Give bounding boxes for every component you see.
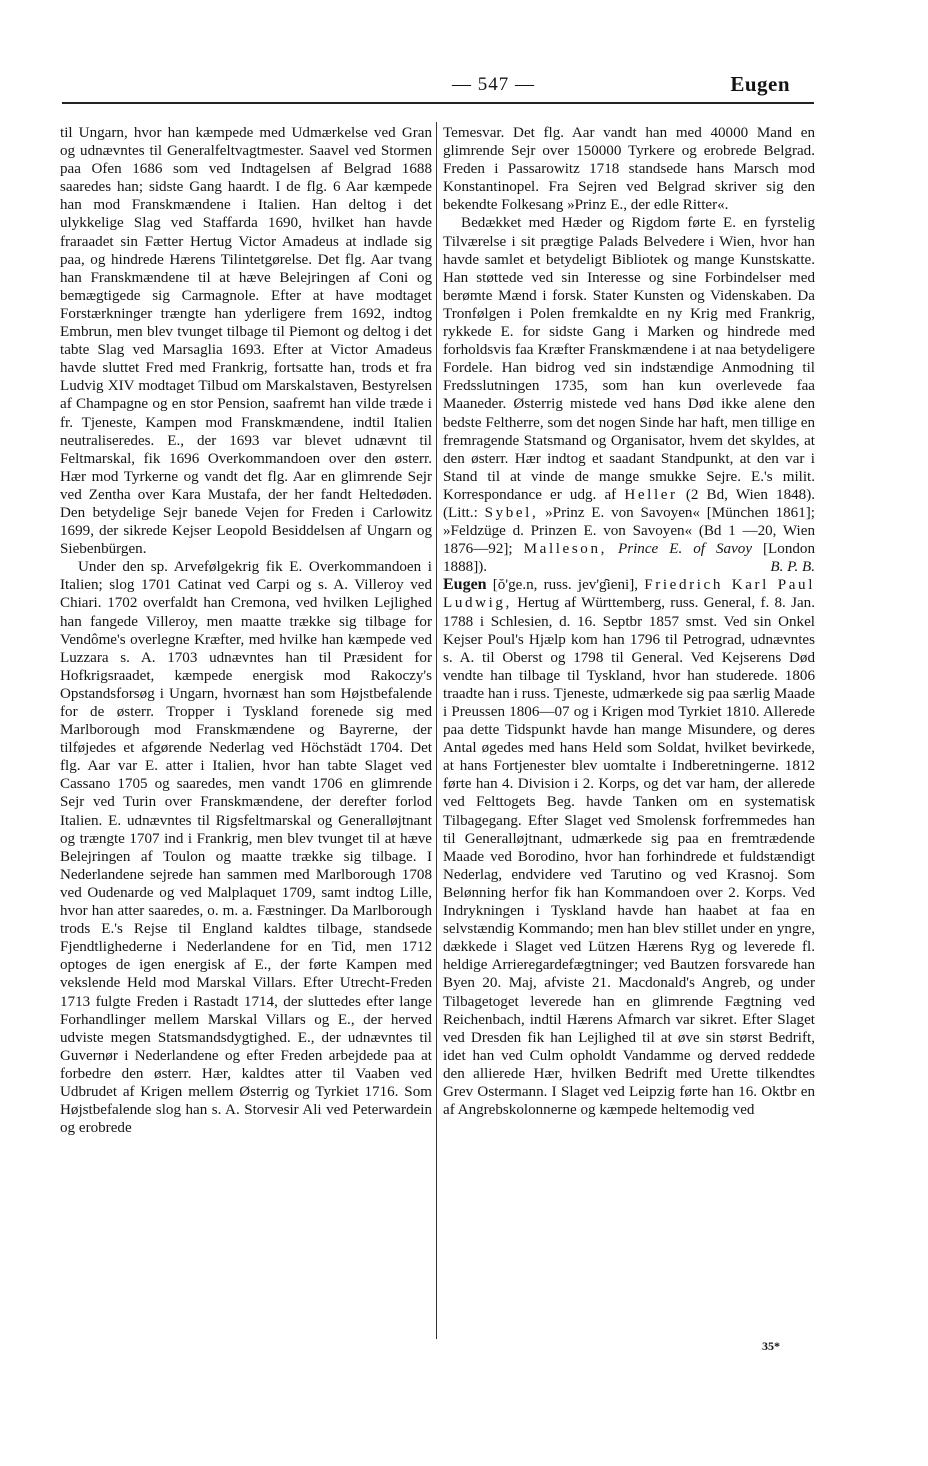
paragraph: Temesvar. Det flg. Aar vandt han med 40000 Mand en glimrende Sejr over 150000 Tyrkere og erobrede Belgrad. Freden i Passarowitz 1718 standsede hans Marsch mod Konstantinopel. Fra Sejren ved Belgrad skriver sig den bekendte Folkesang »Prinz E., der edle Ritter«. (443, 125, 815, 214)
page-number: — 547 — (452, 74, 535, 95)
sheet-signature: 35* (762, 1339, 780, 1353)
book-title: Prince E. of Savoy (618, 541, 753, 558)
header-rule (62, 102, 814, 104)
paragraph-text: »Prinz E. von Savoyen« [München 1861]; »Feldzüge d. Prinzen E. von Savoyen« (Bd 1 —20, Wien 1876—92]; (443, 504, 815, 558)
entry-full-name: Friedrich Karl Paul Ludwig, (443, 577, 815, 612)
paragraph: til Ungarn, hvor han kæmpede med Udmærkelse ved Gran og udnævntes til Generalfeltvagtmester. Saavel ved Stormen paa Ofen 1686 som ved Indtagelsen af Belgrad 1688 saaredes han; sidste Gang haardt. I de flg. 6 Aar kæmpede han mod Franskmændene i Italien. Han deltog i det ulykkelige Slag ved Staffarda 1690, hvilket han havde fraraadet sin Fætter Hertug Victor Amadeus at indlade sig paa, og hindrede Hærens Tilintetgørelse. Det flg. Aar tvang han Franskmændene til at hæve Belejringen af Coni og bemægtigede sig Carmagnole. Efter at have modtaget Forstærkninger trængte han yderligere frem 1692, indtog Embrun, men blev tvunget tilbage til Piemont og deltog i det tabte Slag ved Marsaglia 1693. Efter at Victor Amadeus havde sluttet Fred med Frankrig, fortsatte han, trods et fra Ludvig XIV modtaget Tilbud om Marskalstaven, Bestyrelsen af Champagne og en stor Pension, saafremt han vilde træde i fr. Tjeneste, Kampen mod Franskmændene, indtil Italien neutraliseredes. E., der 1693 var blevet udnævnt til Feltmarskal, fik 1696 Overkommandoen over den østerr. Hær mod Tyrkerne og vandt det flg. Aar en glimrende Sejr ved Zentha over Kara Mustafa, der her fandt Heltedøden. Den betydelige Sejr banede Vejen for Freden i Carlowitz 1699, der sikrede Kejser Leopold Besiddelsen af Ungarn og Siebenbürgen. (60, 125, 432, 558)
author-name: Malleson, (523, 541, 607, 558)
page-header (62, 0, 814, 108)
paragraph-text: Bedækket med Hæder og Rigdom førte E. en fyrstelig Tilværelse i sit prægtige Palads Belvedere i Wien, hvor han havde samlet et betydeligt Bibliotek og mange Kunstskatte. Han støttede ved sin Interesse og sine Forbindelser med berømte Mænd i forsk. Stater Kunsten og Videnskaben. Da Tronfølgen i Polen fremkaldte en ny Krig med Frankrig, rykkede E. for sidste Gang i Marken og hindrede med forholdsvis faa Kræfter Franskmændene i at naa betydeligere Fordele. Han bidrog ved sin indstændige Anmodning til Fredsslutningen 1735, som han kun overlevede faa Maaneder. Østerrig mistede ved hans Død ikke alene den bedste Feltherre, som det nogen Sinde har haft, men tillige en fremragende Statsmand og Organisator, hvem det skyldes, at den østerr. Hær indtog et saadant Standpunkt, at den var i Stand til at vinde de mange smukke Sejre. E.'s milit. Korrespondance er udg. af (443, 215, 815, 503)
entry-headword: Eugen (443, 576, 487, 594)
paragraph-text: [London 1888]). (443, 541, 816, 576)
pronunciation: [ŏ'ge.n, russ. jev'g̑ieni], (492, 577, 639, 594)
paragraph (443, 214, 815, 576)
entry-paragraph (443, 576, 815, 1119)
left-column (60, 124, 432, 1137)
paragraph-text: Hertug af Württemberg, russ. General, f. 8. Jan. 1788 i Schlesien, d. 16. Septbr 1857 smst. Ved sin Onkel Kejser Poul's Hjælp kom han 1796 til Petrograd, udnævntes s. A. til Oberst og 1798 til General. Ved Kejserens Død vendte han tilbage til Tyskland, hvor han studerede. 1806 traadte han i russ. Tjeneste, udmærkede sig paa særlig Maade i Preussen 1806—07 og i Krigen mod Tyrkiet 1810. Allerede paa dette Tidspunkt havde han mange Misundere, og deres Antal øgedes med hans Held som Soldat, hvilket bevirkede, at hans Fortjenester blev uomtalte i Indberetningerne. 1812 førte han 4. Division i 2. Korps, og det var ham, der allerede ved Felttogets Beg. havde Tanken om en systematisk Tilbagegang. Efter Slaget ved Smolensk forfremmedes han til Generalløjtnant, udmærkede sig paa en fremtrædende Maade ved Borodino, hvor han forhindrede et fuldstændigt Nederlag, endvidere ved Tarutino og ved Krasnoj. Som Belønning herfor fik han Kommandoen over 2. Korps. Ved Indrykningen i Tyskland havde han haabet at faa en selvstændig Kommando; men han blev stillet under en yngre, dækkede i Slaget ved Lützen Hærens Ryg og leverede fl. heldige Arrieregardefægtninger; ved Bautzen forsvarede han Byen 20. Maj, afviste 21. Macdonald's Angreb, og under Tilbagetoget leverede han en glimrende Fægtning ved Reichenbach, indtil Hærens Afmarch var sikret. Efter Slaget ved Dresden fik han Lejlighed til at øve sin størst Bedrift, idet han ved Culm opholdt Vandamme og derved reddede den allierede Hær, hvilken Bedrift med Urette tilkendtes Grev Ostermann. I Slaget ved Leipzig førte han 16. Oktbr en af Angrebskolonnerne og kæmpede heltemodig ved (443, 595, 815, 1119)
paragraph-text: (2 Bd, Wien 1848). (Litt.: (443, 486, 816, 521)
right-column (443, 124, 815, 1119)
running-head: Eugen (730, 72, 790, 96)
column-divider (436, 122, 437, 1339)
author-name: Sybel, (484, 504, 539, 521)
paragraph: Under den sp. Arvefølgekrig fik E. Overkommandoen i Italien; slog 1701 Catinat ved Carpi og s. A. Villeroy ved Chiari. 1702 overfaldt han Cremona, ved hvilken Lejlighed han fangede Villeroy, men maatte trække sig tilbage for Vendôme's overlegne Kræfter, med hvilke han kæmpede ved Luzzara s. A. 1703 udnævntes han til Præsident for Hofkrigsraadet, kæmpede energisk mod Rakoczy's Opstandsforsøg i Ungarn, hvornæst han som Højstbefalende for de østerr. Tropper i Tyskland forenede sig med Marlborough mod Franskmændene og Bayrerne, der tilføjedes et afgørende Nederlag ved Höchstädt 1704. Det flg. Aar var E. atter i Italien, hvor han tabte Slaget ved Cassano 1705 og saaredes, men vandt 1706 en glimrende Sejr ved Turin over Franskmændene, der derefter forlod Italien. E. udnævntes til Rigsfeltmarskal og Generalløjtnant og trængte 1707 ind i Frankrig, men blev tvunget til at hæve Belejringen af Toulon og maatte trække sig tilbage. I Nederlandene sejrede han sammen med Marlborough 1708 ved Oudenarde og ved Malplaquet 1709, samt indtog Lille, hvor han atter saaredes, o. m. a. Fæstninger. Da Marlborough trods E.'s Rejse til England kaldtes tilbage, standsede Fjendtlighederne i Nederlandene for en Tid, men 1712 optoges de igen energisk af E., der førte Kampen med vekslende Held mod Marskal Villars. Efter Utrecht-Freden 1713 fulgte Freden i Rastadt 1714, der sluttedes efter lange Forhandlinger mellem Marskal Villars og E., der herved udviste megen Statsmandsdygtighed. E., der udnævntes til Guvernør i Nederlandene og efter Freden arbejdede paa at forbedre den østerr. Hær, kaldtes atter til Vaaben ved Udbrudet af Krigen mellem Østerrig og Tyrkiet 1716. Som Højstbefalende slog han s. A. Storvesir Ali ved Peterwardein og erobrede (60, 559, 432, 1137)
article-signature: B. P. B. (770, 559, 815, 576)
author-name: Heller (624, 486, 678, 503)
